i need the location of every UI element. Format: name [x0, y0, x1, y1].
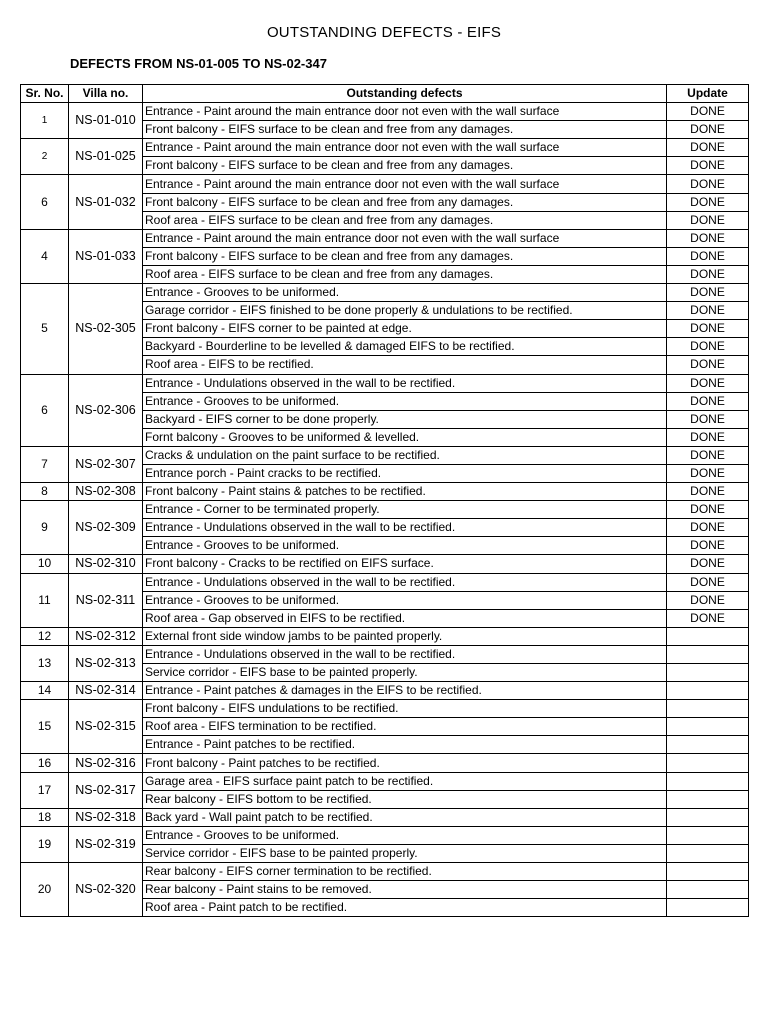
sr-no-cell: 16 — [21, 754, 69, 772]
update-status-cell — [667, 700, 749, 718]
table-row — [21, 754, 749, 772]
table-row — [21, 808, 749, 826]
defect-cell: Roof area - EIFS surface to be clean and free from any damages. — [143, 211, 667, 229]
table-row — [21, 700, 749, 718]
sr-no-cell: 12 — [21, 627, 69, 645]
table-header-row — [21, 85, 749, 103]
defect-cell: Garage corridor - EIFS finished to be done properly & undulations to be rectified. — [143, 302, 667, 320]
column-header-villa-no: Villa no. — [69, 85, 143, 103]
defect-cell: Entrance - Paint patches to be rectified. — [143, 736, 667, 754]
table-row — [21, 826, 749, 844]
villa-no-cell: NS-02-307 — [69, 446, 143, 482]
villa-no-cell: NS-02-315 — [69, 700, 143, 754]
defect-cell: Garage area - EIFS surface paint patch to be rectified. — [143, 772, 667, 790]
villa-no-cell: NS-02-310 — [69, 555, 143, 573]
defect-cell: Entrance - Grooves to be uniformed. — [143, 537, 667, 555]
update-status-cell: DONE — [667, 265, 749, 283]
update-status-cell: DONE — [667, 338, 749, 356]
update-status-cell — [667, 772, 749, 790]
update-status-cell: DONE — [667, 157, 749, 175]
update-status-cell — [667, 899, 749, 917]
defect-cell: Front balcony - EIFS surface to be clean and free from any damages. — [143, 193, 667, 211]
table-row — [21, 555, 749, 573]
update-status-cell: DONE — [667, 573, 749, 591]
villa-no-cell: NS-02-316 — [69, 754, 143, 772]
defect-cell: Entrance - Paint around the main entrance door not even with the wall surface — [143, 103, 667, 121]
update-status-cell: DONE — [667, 284, 749, 302]
villa-no-cell: NS-01-010 — [69, 103, 143, 139]
update-status-cell — [667, 627, 749, 645]
defect-cell: Entrance - Undulations observed in the wall to be rectified. — [143, 519, 667, 537]
table-row — [21, 446, 749, 464]
villa-no-cell: NS-02-311 — [69, 573, 143, 627]
table-row — [21, 627, 749, 645]
defect-cell: Entrance - Paint around the main entrance door not even with the wall surface — [143, 139, 667, 157]
sr-no-cell: 7 — [21, 446, 69, 482]
update-status-cell: DONE — [667, 211, 749, 229]
column-header-update: Update — [667, 85, 749, 103]
update-status-cell: DONE — [667, 555, 749, 573]
villa-no-cell: NS-02-305 — [69, 284, 143, 374]
update-status-cell: DONE — [667, 609, 749, 627]
update-status-cell: DONE — [667, 392, 749, 410]
defect-cell: Front balcony - EIFS surface to be clean and free from any damages. — [143, 247, 667, 265]
table-row — [21, 483, 749, 501]
table-row — [21, 139, 749, 157]
defect-cell: Entrance - Paint around the main entrance door not even with the wall surface — [143, 229, 667, 247]
sr-no-cell: 2 — [21, 139, 69, 175]
defect-cell: Entrance - Grooves to be uniformed. — [143, 591, 667, 609]
table-row — [21, 501, 749, 519]
table-row — [21, 103, 749, 121]
defect-cell: Backyard - EIFS corner to be done properly. — [143, 410, 667, 428]
defect-cell: Roof area - Gap observed in EIFS to be rectified. — [143, 609, 667, 627]
sr-no-cell: 17 — [21, 772, 69, 808]
table-row — [21, 229, 749, 247]
villa-no-cell: NS-02-309 — [69, 501, 143, 555]
defect-cell: Roof area - EIFS surface to be clean and free from any damages. — [143, 265, 667, 283]
sr-no-cell: 6 — [21, 175, 69, 229]
defect-cell: Front balcony - EIFS corner to be painted at edge. — [143, 320, 667, 338]
defect-cell: Entrance - Undulations observed in the wall to be rectified. — [143, 573, 667, 591]
update-status-cell — [667, 881, 749, 899]
update-status-cell: DONE — [667, 229, 749, 247]
sr-no-cell: 4 — [21, 229, 69, 283]
sr-no-cell: 8 — [21, 483, 69, 501]
defect-cell: Front balcony - EIFS surface to be clean and free from any damages. — [143, 157, 667, 175]
defect-cell: Rear balcony - EIFS corner termination to be rectified. — [143, 863, 667, 881]
sr-no-cell: 14 — [21, 682, 69, 700]
table-row — [21, 175, 749, 193]
update-status-cell — [667, 682, 749, 700]
update-status-cell: DONE — [667, 501, 749, 519]
sr-no-cell: 5 — [21, 284, 69, 374]
defect-cell: Front balcony - EIFS surface to be clean and free from any damages. — [143, 121, 667, 139]
update-status-cell — [667, 790, 749, 808]
table-row — [21, 772, 749, 790]
table-row — [21, 645, 749, 663]
update-status-cell — [667, 863, 749, 881]
defect-cell: Entrance - Grooves to be uniformed. — [143, 392, 667, 410]
update-status-cell: DONE — [667, 302, 749, 320]
sr-no-cell: 15 — [21, 700, 69, 754]
update-status-cell: DONE — [667, 410, 749, 428]
table-row — [21, 573, 749, 591]
defect-cell: Roof area - EIFS termination to be rectified. — [143, 718, 667, 736]
update-status-cell: DONE — [667, 121, 749, 139]
update-status-cell: DONE — [667, 139, 749, 157]
update-status-cell: DONE — [667, 175, 749, 193]
defect-cell: Back yard - Wall paint patch to be rectified. — [143, 808, 667, 826]
table-row — [21, 374, 749, 392]
defect-cell: Front balcony - Paint patches to be rectified. — [143, 754, 667, 772]
villa-no-cell: NS-01-033 — [69, 229, 143, 283]
villa-no-cell: NS-02-314 — [69, 682, 143, 700]
defect-cell: Roof area - Paint patch to be rectified. — [143, 899, 667, 917]
sr-no-cell: 13 — [21, 645, 69, 681]
villa-no-cell: NS-02-319 — [69, 826, 143, 862]
defect-cell: Entrance - Paint patches & damages in the EIFS to be rectified. — [143, 682, 667, 700]
update-status-cell: DONE — [667, 320, 749, 338]
villa-no-cell: NS-02-306 — [69, 374, 143, 446]
update-status-cell — [667, 754, 749, 772]
page-subtitle: DEFECTS FROM NS-01-005 TO NS-02-347 — [70, 56, 327, 71]
column-header-sr-no: Sr. No. — [21, 85, 69, 103]
defect-cell: Entrance - Undulations observed in the wall to be rectified. — [143, 645, 667, 663]
villa-no-cell: NS-02-320 — [69, 863, 143, 917]
defect-cell: Entrance - Undulations observed in the wall to be rectified. — [143, 374, 667, 392]
defect-cell: Front balcony - EIFS undulations to be rectified. — [143, 700, 667, 718]
page-title: OUTSTANDING DEFECTS - EIFS — [266, 24, 502, 41]
sr-no-cell: 11 — [21, 573, 69, 627]
update-status-cell: DONE — [667, 591, 749, 609]
defect-cell: Rear balcony - Paint stains to be removed. — [143, 881, 667, 899]
defect-cell: Entrance - Grooves to be uniformed. — [143, 826, 667, 844]
column-header-outstanding-defects: Outstanding defects — [143, 85, 667, 103]
sr-no-cell: 10 — [21, 555, 69, 573]
update-status-cell — [667, 844, 749, 862]
table-row — [21, 682, 749, 700]
sr-no-cell: 6 — [21, 374, 69, 446]
update-status-cell: DONE — [667, 537, 749, 555]
update-status-cell: DONE — [667, 428, 749, 446]
villa-no-cell: NS-02-308 — [69, 483, 143, 501]
defect-cell: Front balcony - Paint stains & patches to be rectified. — [143, 483, 667, 501]
update-status-cell — [667, 808, 749, 826]
defect-cell: Entrance porch - Paint cracks to be rectified. — [143, 464, 667, 482]
defect-cell: Entrance - Corner to be terminated properly. — [143, 501, 667, 519]
defect-cell: Fornt balcony - Grooves to be uniformed & levelled. — [143, 428, 667, 446]
sr-no-cell: 18 — [21, 808, 69, 826]
table-body — [21, 103, 749, 917]
sr-no-cell: 20 — [21, 863, 69, 917]
defect-cell: Front balcony - Cracks to be rectified on EIFS surface. — [143, 555, 667, 573]
villa-no-cell: NS-02-317 — [69, 772, 143, 808]
villa-no-cell: NS-02-313 — [69, 645, 143, 681]
sr-no-cell: 1 — [21, 103, 69, 139]
update-status-cell: DONE — [667, 193, 749, 211]
defect-cell: Service corridor - EIFS base to be painted properly. — [143, 664, 667, 682]
update-status-cell: DONE — [667, 247, 749, 265]
update-status-cell — [667, 736, 749, 754]
update-status-cell: DONE — [667, 356, 749, 374]
sr-no-cell: 9 — [21, 501, 69, 555]
defect-cell: Cracks & undulation on the paint surface to be rectified. — [143, 446, 667, 464]
update-status-cell — [667, 664, 749, 682]
table-row — [21, 863, 749, 881]
update-status-cell: DONE — [667, 519, 749, 537]
villa-no-cell: NS-02-312 — [69, 627, 143, 645]
update-status-cell — [667, 645, 749, 663]
villa-no-cell: NS-01-032 — [69, 175, 143, 229]
update-status-cell: DONE — [667, 483, 749, 501]
update-status-cell: DONE — [667, 103, 749, 121]
defect-cell: Entrance - Grooves to be uniformed. — [143, 284, 667, 302]
defect-cell: Entrance - Paint around the main entrance door not even with the wall surface — [143, 175, 667, 193]
update-status-cell: DONE — [667, 374, 749, 392]
sr-no-cell: 19 — [21, 826, 69, 862]
defect-cell: External front side window jambs to be painted properly. — [143, 627, 667, 645]
defects-table — [20, 84, 749, 917]
update-status-cell: DONE — [667, 446, 749, 464]
villa-no-cell: NS-02-318 — [69, 808, 143, 826]
table-row — [21, 284, 749, 302]
update-status-cell: DONE — [667, 464, 749, 482]
villa-no-cell: NS-01-025 — [69, 139, 143, 175]
update-status-cell — [667, 718, 749, 736]
defect-cell: Rear balcony - EIFS bottom to be rectified. — [143, 790, 667, 808]
defect-cell: Backyard - Bourderline to be levelled & damaged EIFS to be rectified. — [143, 338, 667, 356]
update-status-cell — [667, 826, 749, 844]
defect-cell: Roof area - EIFS to be rectified. — [143, 356, 667, 374]
defect-cell: Service corridor - EIFS base to be painted properly. — [143, 844, 667, 862]
table-header — [21, 85, 749, 103]
